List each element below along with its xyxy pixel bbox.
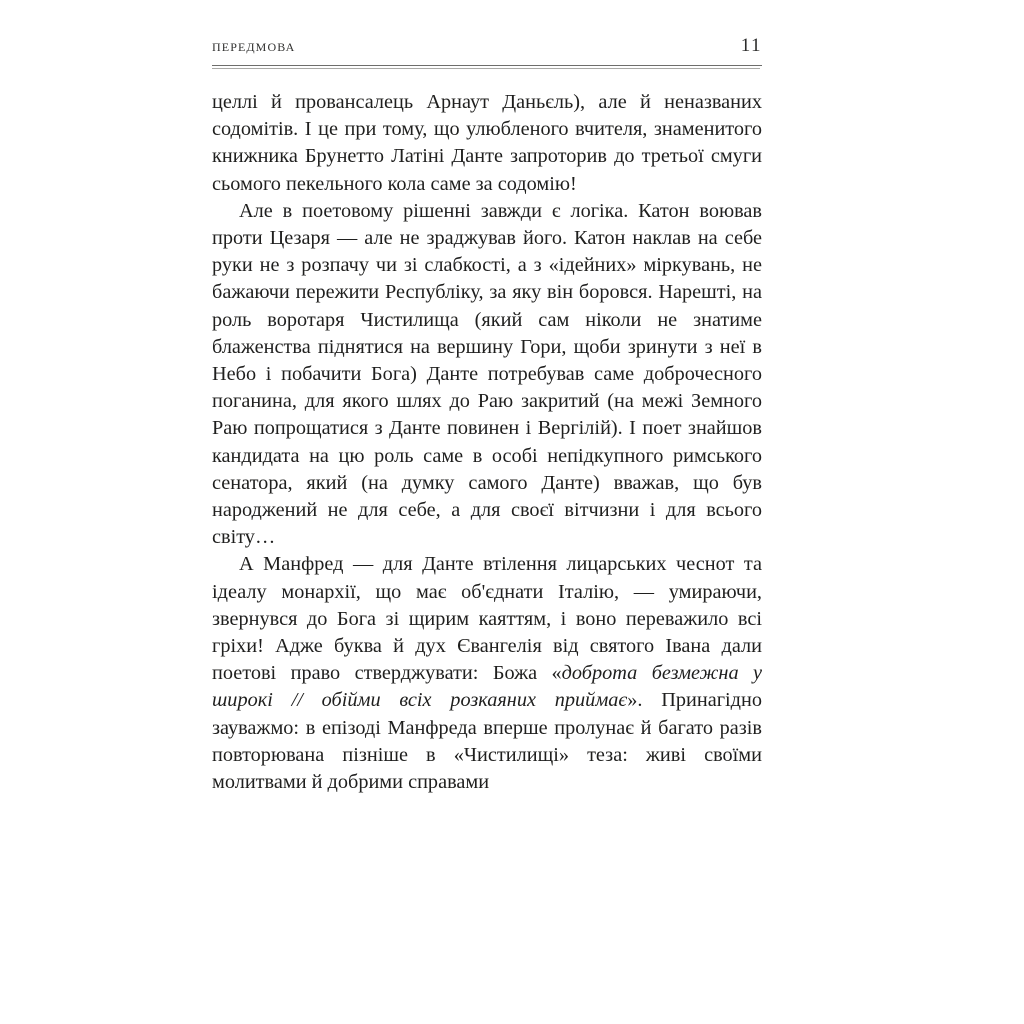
- body-text: [212, 89, 762, 796]
- text-run: А Манфред — для Данте втілення лицарських чеснот та ідеалу монархії, що має об'єднати Італію, — умираючи, звернувся до Бога зі щирим каяттям, і воно переважило всі гріхи! Адже буква й дух Євангелія від святого Івана дали поетові право стверджувати: Божа «: [212, 553, 762, 685]
- paragraph: [212, 198, 762, 552]
- text-run: целлі й провансалець Арнаут Даньєль), але й неназваних содомітів. І це при тому, що улюбленого вчителя, знаменитого книжника Брунетто Латіні Данте запроторив до третьої смуги сьомого пекельного кола саме за содомію!: [212, 91, 762, 195]
- running-head: [212, 36, 762, 62]
- text-run: Але в поетовому рішенні завжди є логіка. Катон воював проти Цезаря — але не зраджував його. Катон наклав на себе руки не з розпачу чи зі слабкості, а з «ідейних» міркувань, не бажаючи пережити Республіку, за яку він боровся. Нарешті, на роль воротаря Чистилища (який сам ніколи не знатиме блаженства піднятися на вершину Гори, щоби зринути з неї в Небо і побачити Бога) Данте потребував саме доброчесного поганина, для якого шлях до Раю закритий (на межі Земного Раю попрощатися з Данте повинен і Вергілій). І поет знайшов кандидата на цю роль саме в особі непідкупного римського сенатора, який (на думку самого Данте) вважав, що був народжений не для себе, а для своєї вітчизни і для всього світу…: [212, 199, 762, 549]
- header-rule: [212, 65, 762, 68]
- quoted-verse: доброта безмежна у широкі // обійми всіх розкаяних приймає: [212, 662, 762, 712]
- page-content: [212, 36, 762, 796]
- running-head-title: передмова: [212, 36, 296, 55]
- page-number: 11: [740, 35, 762, 56]
- text-run: ». Принагідно зауважмо: в епізоді Манфреда вперше пролунає й багато разів повторювана пізніше в «Чистилищі» теза: живі своїми молитвами й добрими справами: [212, 689, 762, 794]
- paragraph: [212, 551, 762, 796]
- paragraph: [212, 89, 762, 198]
